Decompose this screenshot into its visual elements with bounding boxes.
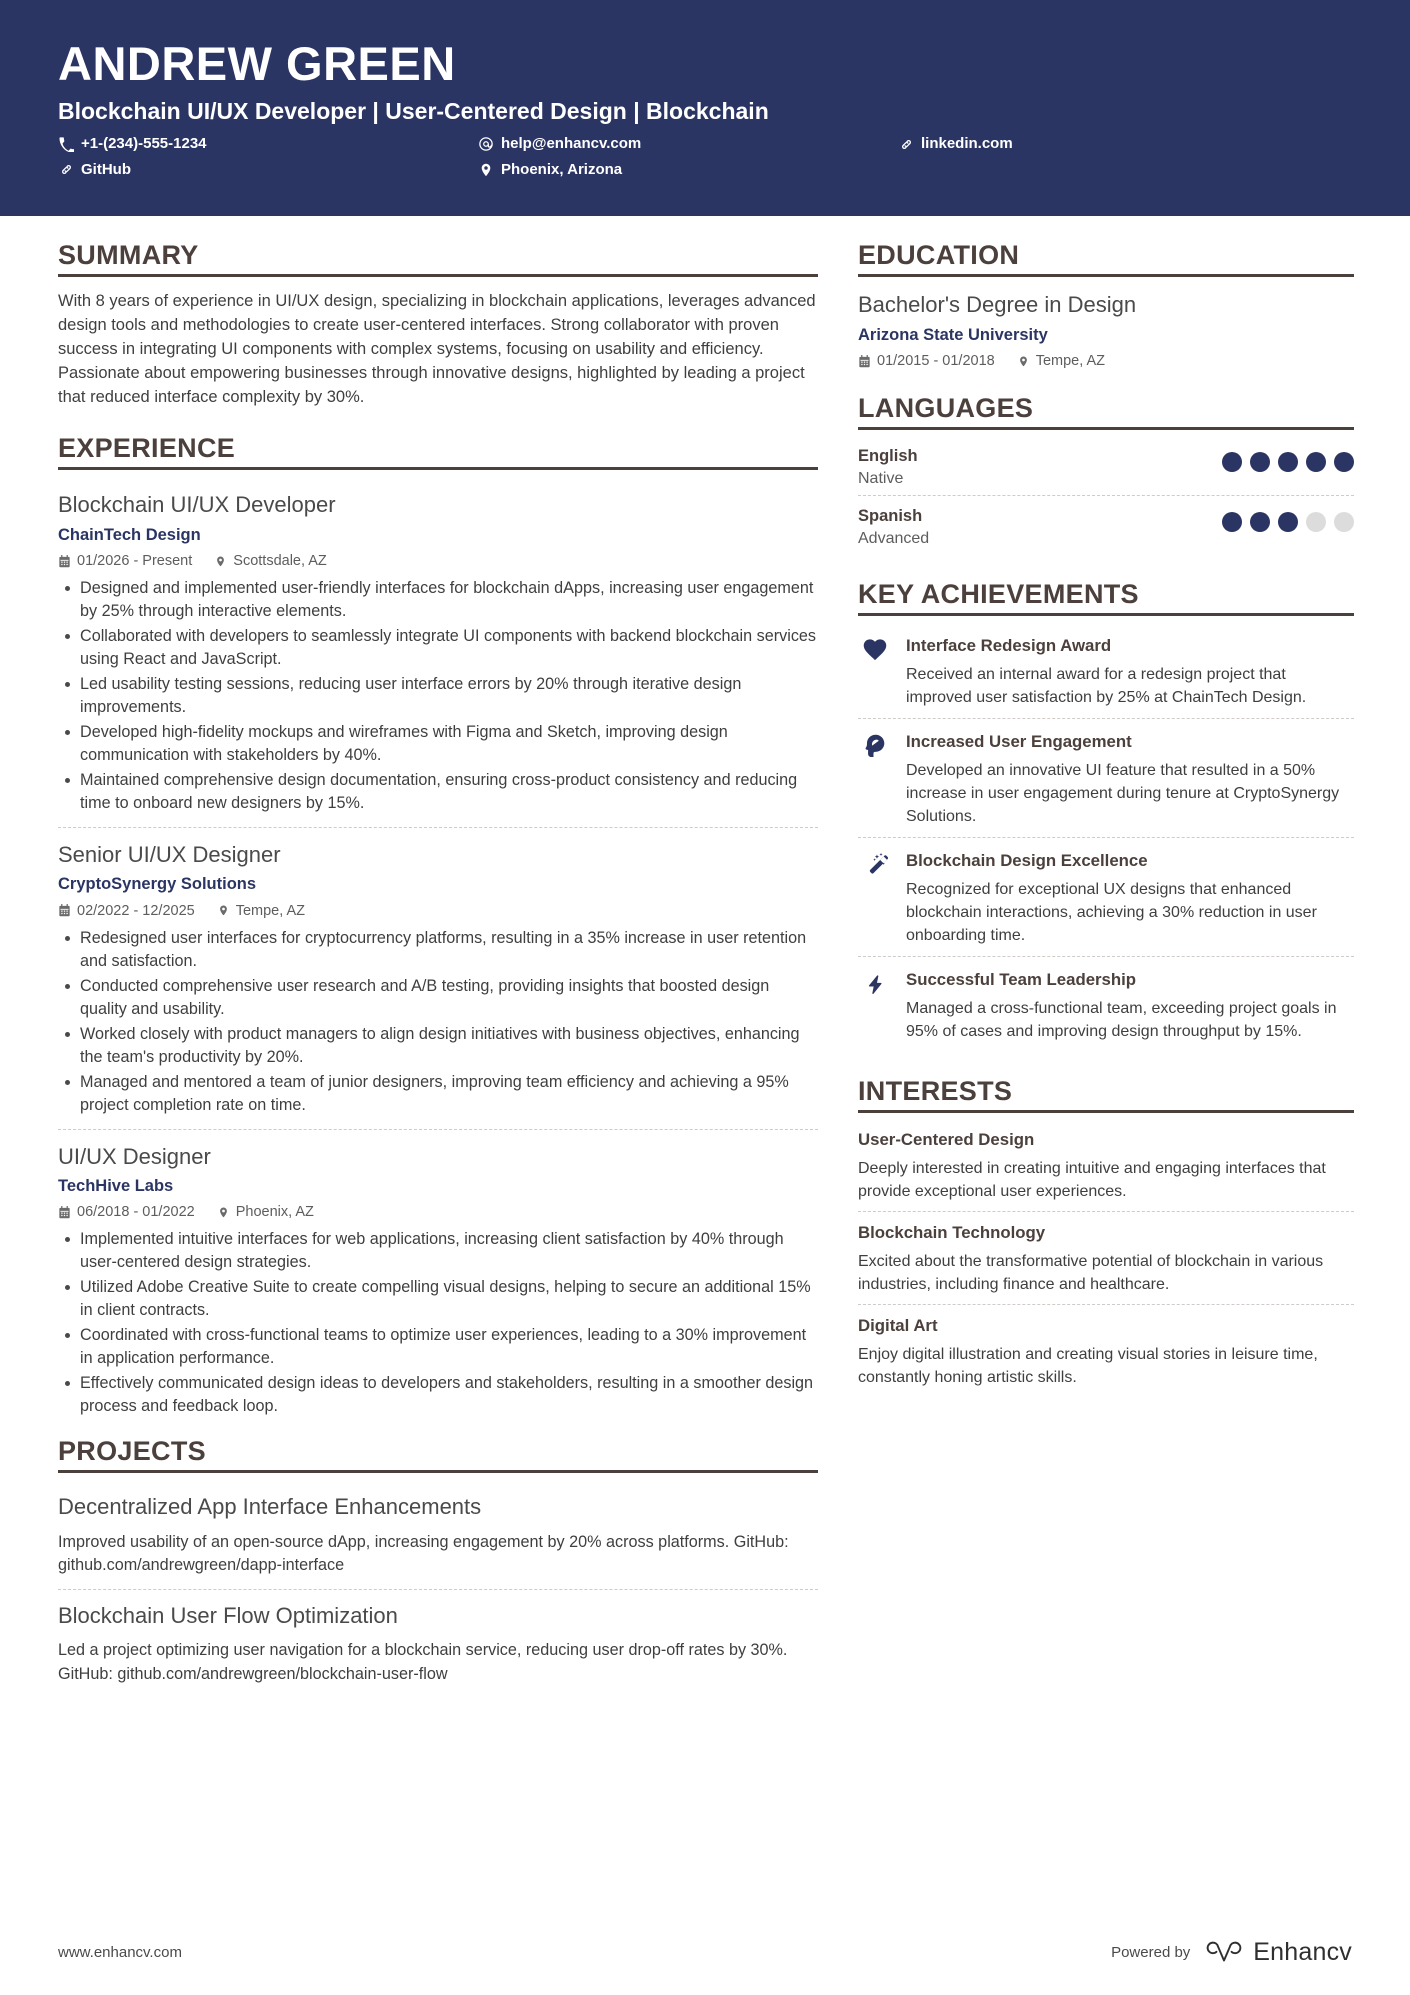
language-name: Spanish: [858, 507, 923, 526]
contact-email[interactable]: [478, 134, 898, 154]
phone-icon: [58, 136, 74, 152]
resume-footer: [0, 1909, 1410, 1995]
job-location: [217, 903, 305, 919]
job-location-text: Tempe, AZ: [235, 902, 306, 919]
left-column: [58, 240, 818, 1688]
section-languages: [858, 393, 1354, 555]
job-title: Senior UI/UX Designer: [58, 842, 281, 868]
experience-heading: EXPERIENCE: [58, 433, 236, 464]
job-dates-text: 01/2026 - Present: [77, 553, 193, 570]
proficiency-dot: [1306, 512, 1326, 532]
section-divider: [858, 1110, 1354, 1113]
location-icon: [478, 162, 494, 178]
enhancv-logo: [1204, 1938, 1352, 1967]
job-bullets: [58, 577, 818, 815]
list-item: Coordinated with cross-functional teams to optimize user experiences, leading to a 30% improvement in application performance.: [58, 1324, 818, 1370]
language-info: [858, 506, 929, 549]
summary-heading: SUMMARY: [58, 240, 199, 270]
achievement-item: [858, 956, 1354, 1052]
job-location: [217, 1204, 314, 1220]
achievement-description: Received an internal award for a redesign project that improved user satisfaction by 25% at ChainTech Design.: [906, 666, 1307, 707]
language-level: Advanced: [858, 529, 930, 547]
section-divider: [858, 427, 1354, 430]
education-location: [1017, 353, 1105, 369]
job-location-text: Scottsdale, AZ: [233, 553, 327, 570]
contact-phone[interactable]: [58, 134, 478, 154]
lightning-bolt-icon: [858, 969, 892, 1043]
achievement-description: Managed a cross-functional team, exceeding project goals in 95% of cases and improving design throughput by 15%.: [906, 999, 1337, 1040]
magic-wand-icon: [858, 850, 892, 947]
job-dates: [58, 1204, 195, 1220]
location-icon: [217, 904, 230, 917]
language-item: [858, 442, 1354, 495]
footer-branding: [1111, 1938, 1352, 1967]
list-item: Conducted comprehensive user research and A/B testing, providing insights that boosted design quality and usability.: [58, 975, 818, 1021]
contact-email-text: help@enhancv.com: [501, 135, 642, 153]
achievement-body: [906, 635, 1354, 709]
company-name: ChainTech Design: [58, 525, 201, 544]
section-projects: [58, 1436, 818, 1686]
proficiency-dot: [1334, 512, 1354, 532]
interest-item: [858, 1211, 1354, 1304]
section-divider: [858, 274, 1354, 277]
language-proficiency-dots: [1222, 446, 1354, 472]
list-item: Maintained comprehensive design documentation, ensuring cross-product consistency and reducing time to onboard new designers by 15%.: [58, 769, 818, 815]
job-dates: [58, 903, 195, 919]
proficiency-dot: [1334, 452, 1354, 472]
education-heading: EDUCATION: [858, 240, 1020, 270]
language-info: [858, 446, 918, 489]
candidate-headline: Blockchain UI/UX Developer | User-Centered Design | Blockchain: [58, 97, 769, 124]
education-meta: [858, 353, 1354, 369]
contact-phone-text: +1-(234)-555-1234: [81, 135, 207, 153]
list-item: Worked closely with product managers to align design initiatives with business objectives, enhancing the team's productivity by 20%.: [58, 1023, 818, 1069]
section-divider: [58, 467, 818, 470]
job-meta: [58, 903, 818, 919]
contact-location-text: Phoenix, Arizona: [501, 160, 623, 178]
summary-text: With 8 years of experience in UI/UX design, specializing in blockchain applications, leverages advanced design tools and methodologies to create user-centered interfaces. Strong collaborator with proven success in integrating UI components with complex systems, focusing on usability and efficiency. Passionate about empowering businesses through innovative designs, highlighted by leading a project that reduced interface complexity by 30%.: [58, 292, 816, 407]
list-item: Collaborated with developers to seamlessly integrate UI components with backend blockchain services using React and JavaScript.: [58, 625, 818, 671]
contact-location: [478, 160, 898, 180]
achievement-body: [906, 731, 1354, 828]
right-column: [858, 240, 1354, 1399]
section-summary: [58, 240, 818, 409]
list-item: Developed high-fidelity mockups and wireframes with Figma and Sketch, improving design communication with stakeholders by 40%.: [58, 721, 818, 767]
job-title: Blockchain UI/UX Developer: [58, 492, 336, 518]
projects-heading: PROJECTS: [58, 1436, 206, 1467]
contact-linkedin[interactable]: [898, 134, 1352, 154]
enhancv-wordmark: Enhancv: [1253, 1937, 1352, 1966]
project-description: Improved usability of an open-source dApp, increasing engagement by 20% across platforms. GitHub: github.com/andrewgreen/dapp-interface: [58, 1532, 789, 1575]
achievement-title: Increased User Engagement: [906, 732, 1132, 752]
company-name: TechHive Labs: [58, 1176, 174, 1195]
list-item: Effectively communicated design ideas to developers and stakeholders, resulting in a smoother design process and feedback loop.: [58, 1372, 818, 1418]
project-title: Blockchain User Flow Optimization: [58, 1602, 398, 1628]
achievement-title: Interface Redesign Award: [906, 636, 1112, 656]
achievement-item: [858, 718, 1354, 837]
degree-title: Bachelor's Degree in Design: [858, 292, 1137, 318]
experience-entry: [58, 482, 818, 815]
language-level: Native: [858, 469, 904, 487]
interest-description: Deeply interested in creating intuitive and engaging interfaces that provide exceptional user experiences.: [858, 1159, 1326, 1200]
achievement-title: Blockchain Design Excellence: [906, 851, 1148, 871]
proficiency-dot: [1278, 512, 1298, 532]
section-experience: [58, 433, 818, 1418]
job-bullets: [58, 1228, 818, 1418]
job-meta: [58, 553, 818, 569]
section-divider: [858, 613, 1354, 616]
education-entry: [858, 289, 1354, 369]
section-divider: [58, 1470, 818, 1473]
proficiency-dot: [1222, 512, 1242, 532]
institution-name: Arizona State University: [858, 325, 1048, 344]
project-title: Decentralized App Interface Enhancements: [58, 1494, 482, 1520]
list-item: Managed and mentored a team of junior designers, improving team efficiency and achieving a 95% project completion rate on time.: [58, 1071, 818, 1117]
job-title: UI/UX Designer: [58, 1143, 211, 1169]
list-item: Utilized Adobe Creative Suite to create compelling visual designs, helping to secure an additional 15% in client contracts.: [58, 1276, 818, 1322]
interest-title: Digital Art: [858, 1315, 938, 1335]
location-icon: [214, 555, 227, 568]
resume-header: [0, 0, 1410, 216]
job-dates-text: 02/2022 - 12/2025: [77, 902, 195, 919]
company-name: CryptoSynergy Solutions: [58, 875, 257, 894]
list-item: Implemented intuitive interfaces for web applications, increasing client satisfaction by 40% through user-centered design strategies.: [58, 1228, 818, 1274]
education-location-text: Tempe, AZ: [1035, 353, 1106, 370]
link-icon: [58, 162, 74, 178]
interest-description: Enjoy digital illustration and creating visual stories in leisure time, constantly honing artistic skills.: [858, 1345, 1318, 1386]
email-icon: [478, 136, 494, 152]
proficiency-dot: [1306, 452, 1326, 472]
candidate-name: ANDREW GREEN: [58, 37, 456, 90]
calendar-icon: [58, 1206, 71, 1219]
language-item: [858, 495, 1354, 555]
achievement-description: Recognized for exceptional UX designs that enhanced blockchain interactions, achieving a 30% reduction in user onboarding time.: [906, 880, 1317, 944]
section-interests: [858, 1076, 1354, 1397]
enhancv-mark-icon: [1204, 1939, 1244, 1965]
project-item: [58, 1589, 818, 1687]
powered-by-label: Powered by: [1111, 1943, 1191, 1961]
list-item: Redesigned user interfaces for cryptocurrency platforms, resulting in a 35% increase in user retention and satisfaction.: [58, 927, 818, 973]
language-name: English: [858, 447, 918, 466]
list-item: Led usability testing sessions, reducing user interface errors by 20% through iterative design improvements.: [58, 673, 818, 719]
languages-heading: LANGUAGES: [858, 393, 1034, 424]
interest-description: Excited about the transformative potential of blockchain in various industries, including finance and healthcare.: [858, 1252, 1324, 1293]
proficiency-dot: [1250, 512, 1270, 532]
experience-entry: [58, 1129, 818, 1419]
contact-github[interactable]: [58, 160, 478, 180]
job-dates-text: 06/2018 - 01/2022: [77, 1204, 195, 1221]
location-icon: [217, 1206, 230, 1219]
location-icon: [1017, 355, 1030, 368]
achievement-description: Developed an innovative UI feature that resulted in a 50% increase in user engagement during tenure at CryptoSynergy Solutions.: [906, 761, 1340, 826]
achievement-body: [906, 969, 1354, 1043]
section-divider: [58, 274, 818, 277]
key-achievements-heading: KEY ACHIEVEMENTS: [858, 579, 1139, 610]
education-dates: [858, 353, 995, 369]
job-location-text: Phoenix, AZ: [235, 1204, 314, 1221]
proficiency-dot: [1222, 452, 1242, 472]
job-location: [214, 553, 327, 569]
job-dates: [58, 553, 192, 569]
language-proficiency-dots: [1222, 506, 1354, 532]
interest-title: User-Centered Design: [858, 1129, 1035, 1149]
contact-info-grid: [58, 134, 1352, 179]
section-key-achievements: [858, 579, 1354, 1052]
contact-github-text: GitHub: [81, 160, 131, 178]
proficiency-dot: [1278, 452, 1298, 472]
achievement-title: Successful Team Leadership: [906, 969, 1137, 989]
contact-linkedin-text: linkedin.com: [921, 135, 1013, 153]
calendar-icon: [58, 555, 71, 568]
footer-website-url[interactable]: www.enhancv.com: [58, 1943, 182, 1961]
experience-entry: [58, 827, 818, 1117]
link-icon: [898, 136, 914, 152]
education-dates-text: 01/2015 - 01/2018: [877, 353, 995, 370]
list-item: Designed and implemented user-friendly interfaces for blockchain dApps, increasing user engagement by 25% through interactive elements.: [58, 577, 818, 623]
calendar-icon: [858, 355, 871, 368]
job-bullets: [58, 927, 818, 1117]
achievement-body: [906, 850, 1354, 947]
achievement-item: [858, 628, 1354, 718]
section-education: [858, 240, 1354, 369]
achievement-item: [858, 837, 1354, 956]
project-item: [58, 1485, 818, 1578]
project-description: Led a project optimizing user navigation for a blockchain service, reducing user drop-off rates by 30%. GitHub: github.com/andrewgreen/blockchain-user-flow: [58, 1641, 788, 1683]
interest-item: [858, 1125, 1354, 1211]
job-meta: [58, 1204, 818, 1220]
proficiency-dot: [1250, 452, 1270, 472]
head-profile-icon: [858, 731, 892, 828]
interest-item: [858, 1304, 1354, 1397]
resume-body: [0, 216, 1410, 1688]
heart-icon: [858, 635, 892, 709]
interests-heading: INTERESTS: [858, 1075, 1013, 1106]
interest-title: Blockchain Technology: [858, 1222, 1046, 1242]
calendar-icon: [58, 904, 71, 917]
